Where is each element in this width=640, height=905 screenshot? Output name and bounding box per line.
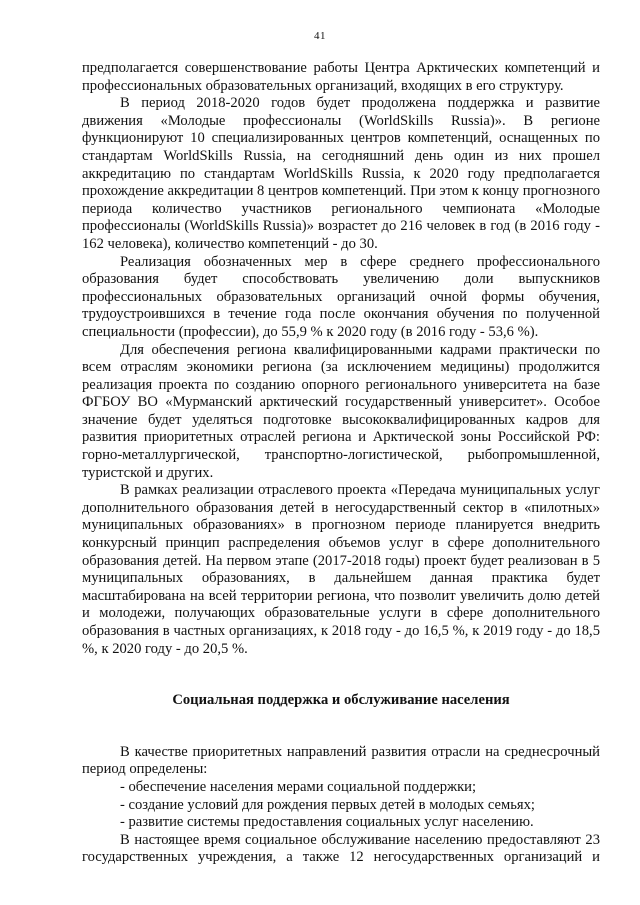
section-intro: В качестве приоритетных направлений развития отрасли на среднесрочный период определены: — [82, 743, 600, 778]
section-heading: Социальная поддержка и обслуживание населения — [172, 692, 510, 709]
list-item-1: - обеспечение населения мерами социальной поддержки; — [120, 778, 477, 795]
paragraph-2: В период 2018-2020 годов будет продолжена поддержка и развитие движения «Молодые профессионалы (WorldSkills Russia)». В регионе функционируют 10 специализированных центров компетенций, оснащенных по стандартам WorldSkills Russia, на сегодняшний день один из них прошел аккредитацию по стандартам WorldSkills Russia, к 2020 году предполагается прохождение аккредитации 8 центров компетенций. При этом к концу прогнозного периода количество участников регионального чемпионата «Молодые профессионалы (WorldSkills Russia)» возрастет до 216 человек в год (в 2016 году - 162 человека), количество компетенций - до 30. — [82, 95, 600, 252]
document-body — [82, 60, 600, 867]
paragraph-4: Для обеспечения региона квалифицированными кадрами практически по всем отраслям экономики региона (за исключением медицины) продолжится реализация проекта по созданию опорного регионального университета на базе ФГБОУ ВО «Мурманский арктический государственный университет». Особое значение будет уделяться подготовке высококвалифицированных кадров для развития приоритетных отраслей региона и Арктической зоны Российской РФ: горно-металлургической, транспортно-логистической, рыбопромышленной, туристской и других. — [82, 341, 600, 481]
section-closing: В настоящее время социальное обслуживание населению предоставляют 23 государственных учреждения, а также 12 негосударственных организаций и — [82, 831, 600, 866]
list-item-2: - создание условий для рождения первых детей в молодых семьях; — [120, 796, 535, 813]
paragraph-3: Реализация обозначенных мер в сфере среднего профессионального образования будет способствовать увеличению доли выпускников профессиональных образовательных организаций очной формы обучения, трудоустроившихся в течение года после окончания обучения по полученной специальности (профессии), до 55,9 % к 2020 году (в 2016 году - 53,6 %). — [82, 253, 600, 340]
page-number: 41 — [314, 30, 326, 42]
paragraph-5: В рамках реализации отраслевого проекта «Передача муниципальных услуг дополнительного образования детей в негосударственный сектор в «пилотных» муниципальных образованиях» в прогнозном периоде планируется внедрить конкурсный принцип распределения объемов услуг в сфере дополнительного образования детей. На первом этапе (2017-2018 годы) проект будет реализован в 5 муниципальных образованиях, в дальнейшем данная практика будет масштабирована на всей территории региона, что позволит увеличить долю детей и молодежи, получающих образовательные услуги в сфере дополнительного образования в частных организациях, к 2018 году - до 16,5 %, к 2019 году - до 18,5 %, к 2020 году - до 20,5 %. — [82, 482, 600, 657]
paragraph-1: предполагается совершенствование работы Центра Арктических компетенций и профессиональных образовательных организаций, входящих в его структуру. — [82, 60, 600, 94]
list-item-3: - развитие системы предоставления социальных услуг населению. — [120, 814, 534, 831]
